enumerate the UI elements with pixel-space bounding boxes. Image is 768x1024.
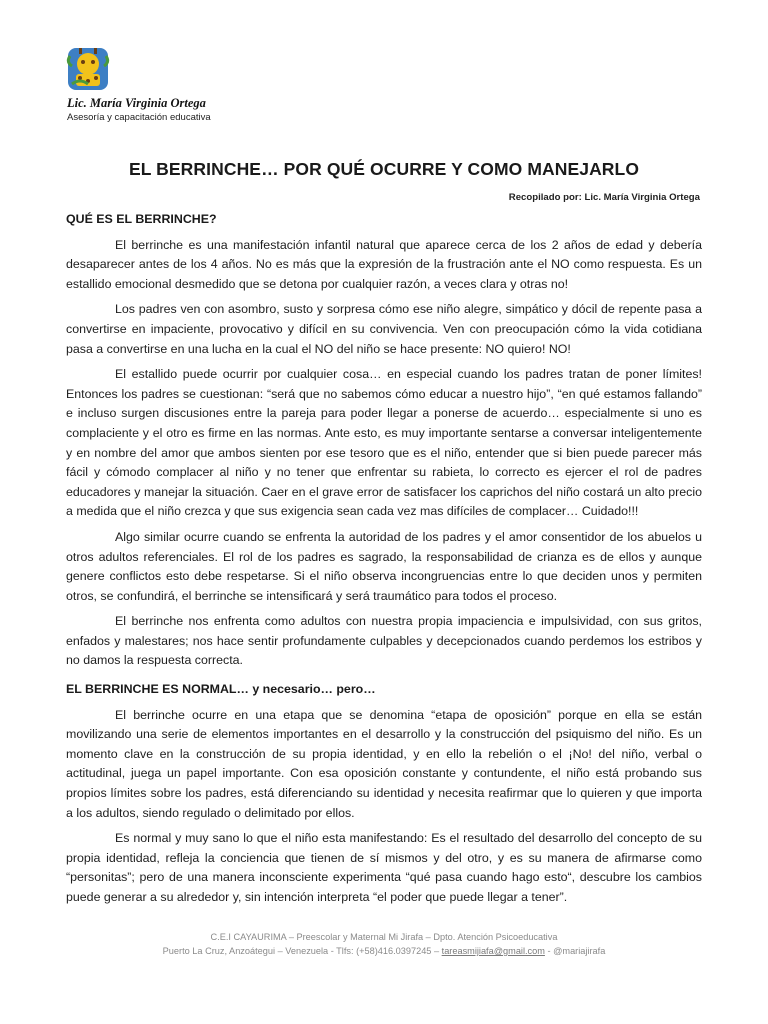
paragraph: El estallido puede ocurrir por cualquier cosa… en especial cuando los padres tratan de poner límites! Entonces los padres se cuestionan: “será que no sabemos cómo educar a nuestro hijo”, “en qué estamos fallando” e incluso surgen discusiones entre la pareja para poder llegar a ponerse de acuerdo… especialmente si uno es complaciente y el otro es firme en las normas. Ante esto, es muy importante sentarse a conversar inteligentemente y en nombre del amor que ambos sienten por ese tesoro que es el niño, entender que si bien puede parecer más fácil y cómodo complacer al niño y no tener que enfrentar su rabieta, lo correcto es ejercer el rol de padres educadores y manejar la situación. Caer en el grave error de satisfacer los caprichos del niño costará un alto precio a medida que el niño crezca y que sus exigencia sean cada vez mas difíciles de complacer… Cuidado!!! — [66, 367, 702, 519]
paragraph: El berrinche es una manifestación infantil natural que aparece cerca de los 2 años de edad y debería desaparecer antes de los 4 años. No es más que la expresión de la frustración ante el NO como respuesta. Es un estallido emocional desmedido que se detona por cualquier razón, a veces clara y otras no! — [66, 237, 702, 291]
paragraph: Los padres ven con asombro, susto y sorpresa cómo ese niño alegre, simpático y dócil de repente pasa a convertirse en impaciente, provocativo y difícil en su convivencia. Ven con preocupación cómo la vida cotidiana pasa a convertirse en una lucha en la cual el NO del niño se hace presente: NO quiero! NO! — [66, 302, 702, 356]
paragraph: Es normal y muy sano lo que el niño esta manifestando: Es el resultado del desarrollo del concepto de su propia identidad, refleja la conciencia que tienen de sí mismos y del otro, y es su manera de afirmarse como “personitas”; pero de una manera inconsciente experimenta “qué pasa cuando hago esto“, descubre los cambios puede generar a su alrededor y, sin intención interpreta “el poder que puede llegar a tener”. — [66, 831, 702, 904]
section-tantrum-is-normal — [66, 680, 702, 914]
footer-social: - @mariajirafa — [544, 946, 606, 956]
footer-contact: Puerto La Cruz, Anzoátegui – Venezuela - Tlfs: (+58)416.0397245 – — [162, 946, 442, 956]
email-link[interactable]: tareasmijiafa@gmail.com — [441, 946, 545, 956]
paragraph: El berrinche nos enfrenta como adultos con nuestra propia impaciencia e impulsividad, con sus gritos, enfados y malestares; nos hace sentir profundamente culpables y decepcionados cuando perdemos los estribos y no damos la respuesta correcta. — [66, 614, 702, 668]
section-what-is-tantrum — [66, 210, 702, 677]
author-subtitle: Asesoría y capacitación educativa — [67, 112, 211, 123]
heading-main: EL BERRINCHE ES NORMAL… — [66, 682, 249, 696]
footer-line-2 — [66, 946, 702, 956]
paragraph: Algo similar ocurre cuando se enfrenta la autoridad de los padres y el amor consentidor de los abuelos u otros adultos referenciales. El rol de los padres es sagrado, la responsabilidad de crianza es de ellos y aunque genere conflictos esto debe respetarse. Si el niño observa incongruencias entre lo que deciden unos y permiten otros, se confundirá, el berrinche se intensificará y será traumático para todos el proceso. — [66, 529, 702, 603]
author-name: Lic. María Virginia Ortega — [67, 96, 206, 110]
section-heading: QUÉ ES EL BERRINCHE? — [66, 212, 217, 226]
heading-rest: y necesario… pero… — [248, 682, 376, 696]
section-heading — [66, 680, 702, 700]
giraffe-logo-icon — [66, 44, 110, 92]
paragraph: El berrinche ocurre en una etapa que se denomina “etapa de oposición” porque en ella se están movilizando una serie de elementos importantes en el desarrollo y la construcción del psiquismo del niño. Es un momento clave en la construcción de su propia identidad, y en ello la rebelión o el ¡No! del niño, verbal o actitudinal, juega un papel importante. Con esa oposición constante y contundente, el niño está probando sus propios límites sobre los padres, está diferenciando su identidad y necesita reafirmar que lo quieren y que importa a los adultos, siendo regulado o delimitado por ellos. — [66, 707, 702, 820]
compiled-by: Recopilado por: Lic. María Virginia Ortega — [508, 192, 700, 203]
document-title: EL BERRINCHE… POR QUÉ OCURRE Y COMO MANEJARLO — [128, 159, 640, 179]
footer-line-1: C.E.I CAYAURIMA – Preescolar y Maternal Mi Jirafa – Dpto. Atención Psicoeducativa — [210, 932, 558, 942]
